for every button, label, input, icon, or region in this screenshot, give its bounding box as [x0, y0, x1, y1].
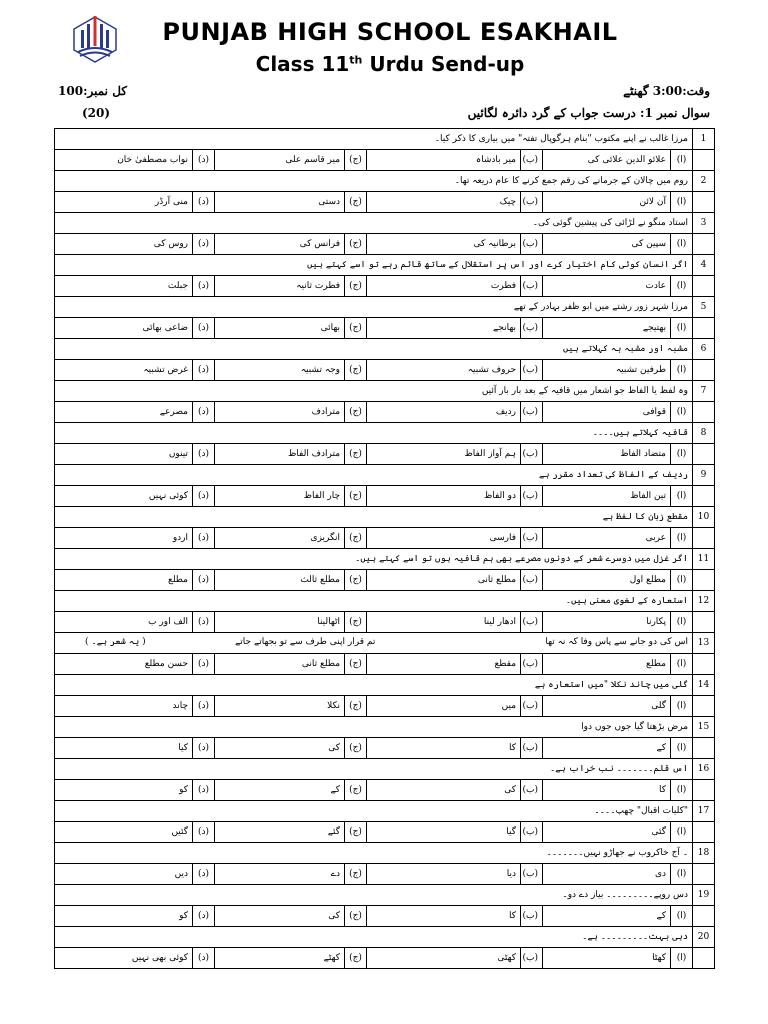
option-c[interactable]: دستی [215, 192, 345, 213]
question-text: اگر انسان کوئی کام اختیار کرے اور اس پر استقلال کے ساتھ قائم رہے تو اسے کہتے ہیں [55, 255, 693, 276]
option-c[interactable]: کھٹے [215, 948, 345, 969]
question-number: 6 [693, 339, 715, 360]
question-number: 2 [693, 171, 715, 192]
question-number: 18 [693, 843, 715, 864]
question-number: 15 [693, 717, 715, 738]
option-label-b: (ب) [521, 738, 543, 759]
row-spacer [693, 612, 715, 633]
option-label-c: (ج) [345, 948, 367, 969]
option-label-a: (ا) [671, 360, 693, 381]
option-label-d: (د) [193, 486, 215, 507]
option-c[interactable]: اٹھالینا [215, 612, 345, 633]
option-b[interactable]: فطرت [367, 276, 521, 297]
option-d[interactable]: کوئی نہیں [55, 486, 193, 507]
options-row [55, 444, 715, 465]
row-spacer [693, 444, 715, 465]
mcq-table [54, 128, 715, 969]
section-heading: سوال نمبر 1: درست جواب کے گرد دائرہ لگائیں [467, 106, 710, 120]
option-label-c: (ج) [345, 780, 367, 801]
option-b[interactable]: چیک [367, 192, 521, 213]
option-label-d: (د) [193, 780, 215, 801]
option-label-d: (د) [193, 318, 215, 339]
option-a[interactable]: علائو الدین علائی کی [543, 150, 671, 171]
class-title [140, 52, 640, 76]
option-label-a: (ا) [671, 402, 693, 423]
question-number: 11 [693, 549, 715, 570]
question-text: استعارہ کے لغوی معنی ہیں۔ [55, 591, 693, 612]
option-label-b: (ب) [521, 150, 543, 171]
question-row [55, 507, 715, 528]
options-row [55, 864, 715, 885]
option-label-d: (د) [193, 570, 215, 591]
question-row [55, 255, 715, 276]
row-spacer [693, 906, 715, 927]
row-spacer [693, 318, 715, 339]
option-label-d: (د) [193, 276, 215, 297]
question-number: 1 [693, 129, 715, 150]
row-spacer [693, 738, 715, 759]
option-label-c: (ج) [345, 654, 367, 675]
option-b[interactable]: کا [367, 906, 521, 927]
options-row [55, 948, 715, 969]
question-number: 16 [693, 759, 715, 780]
option-c[interactable]: مطلع ثالث [215, 570, 345, 591]
option-c[interactable]: وجہ تشبیہ [215, 360, 345, 381]
option-label-b: (ب) [521, 276, 543, 297]
option-label-b: (ب) [521, 486, 543, 507]
exam-time: وقت:3:00 گھنٹے [623, 84, 710, 98]
question-text: مرزا غالب نے اپنے مکتوب "بنام ہرگوپال تفتہ" میں بیاری کا ذکر کیا۔ [55, 129, 693, 150]
question-text: قافیہ کہلاتے ہیں۔۔۔۔ [55, 423, 693, 444]
question-text: مرض بڑھتا گیا جوں جوں دوا [55, 717, 693, 738]
option-b[interactable]: دو الفاظ [367, 486, 521, 507]
option-label-a: (ا) [671, 696, 693, 717]
question-row [55, 171, 715, 192]
option-c[interactable]: میر قاسم علی [215, 150, 345, 171]
option-label-b: (ب) [521, 234, 543, 255]
option-label-a: (ا) [671, 276, 693, 297]
options-row [55, 486, 715, 507]
question-number: 4 [693, 255, 715, 276]
question-row [55, 297, 715, 318]
option-b[interactable]: ردیف [367, 402, 521, 423]
option-a[interactable]: مطلع اول [543, 570, 671, 591]
row-spacer [693, 192, 715, 213]
option-label-d: (د) [193, 360, 215, 381]
row-spacer [693, 360, 715, 381]
option-label-c: (ج) [345, 360, 367, 381]
school-logo [70, 14, 120, 64]
option-c[interactable]: بھائی [215, 318, 345, 339]
option-label-d: (د) [193, 402, 215, 423]
option-d[interactable]: گئیں [55, 822, 193, 843]
option-label-d: (د) [193, 948, 215, 969]
option-a[interactable]: دی [543, 864, 671, 885]
school-name: PUNJAB HIGH SCHOOL ESAKHAIL [162, 18, 618, 46]
options-row [55, 654, 715, 675]
option-label-b: (ب) [521, 864, 543, 885]
option-label-c: (ج) [345, 570, 367, 591]
option-label-c: (ج) [345, 192, 367, 213]
option-label-c: (ج) [345, 402, 367, 423]
option-label-b: (ب) [521, 780, 543, 801]
option-label-a: (ا) [671, 948, 693, 969]
option-b[interactable]: ہم آواز الفاظ [367, 444, 521, 465]
option-a[interactable]: کے [543, 738, 671, 759]
option-d[interactable]: ضاعی بھائی [55, 318, 193, 339]
options-row [55, 360, 715, 381]
row-spacer [693, 234, 715, 255]
option-label-b: (ب) [521, 654, 543, 675]
question-text: اس قلم۔۔۔۔۔۔۔ نب خراب ہے۔ [55, 759, 693, 780]
question-row [55, 213, 715, 234]
option-b[interactable]: مطلع ثانی [367, 570, 521, 591]
options-row [55, 822, 715, 843]
option-d[interactable]: روس کی [55, 234, 193, 255]
option-a[interactable]: گئی [543, 822, 671, 843]
option-c[interactable]: کی [215, 738, 345, 759]
row-spacer [693, 654, 715, 675]
option-label-d: (د) [193, 906, 215, 927]
option-label-d: (د) [193, 696, 215, 717]
question-row [55, 339, 715, 360]
option-label-c: (ج) [345, 150, 367, 171]
option-label-b: (ب) [521, 822, 543, 843]
question-row [55, 885, 715, 906]
question-row [55, 633, 715, 654]
question-row [55, 759, 715, 780]
question-number: 13 [693, 633, 715, 654]
option-label-c: (ج) [345, 444, 367, 465]
question-row [55, 843, 715, 864]
class-title-prefix: Class 11 [255, 52, 350, 76]
question-text: دہی بہت۔۔۔۔۔۔۔۔۔ ہے۔ [55, 927, 693, 948]
question-row [55, 129, 715, 150]
row-spacer [693, 402, 715, 423]
option-a[interactable]: کھٹا [543, 948, 671, 969]
question-text: استاد منگو نے لڑائی کی پیشین گوئی کی۔ [55, 213, 693, 234]
option-a[interactable]: طرفین تشبیہ [543, 360, 671, 381]
option-b[interactable]: کا [367, 738, 521, 759]
option-label-d: (د) [193, 234, 215, 255]
option-label-c: (ج) [345, 486, 367, 507]
option-label-c: (ج) [345, 318, 367, 339]
option-label-c: (ج) [345, 528, 367, 549]
row-spacer [693, 528, 715, 549]
options-row [55, 570, 715, 591]
option-label-a: (ا) [671, 318, 693, 339]
question-row [55, 801, 715, 822]
option-label-a: (ا) [671, 192, 693, 213]
option-label-d: (د) [193, 192, 215, 213]
option-b[interactable]: فارسی [367, 528, 521, 549]
row-spacer [693, 150, 715, 171]
option-a[interactable]: کے [543, 906, 671, 927]
option-b[interactable]: میں [367, 696, 521, 717]
option-a[interactable]: عادت [543, 276, 671, 297]
options-row [55, 150, 715, 171]
option-d[interactable]: مصرعے [55, 402, 193, 423]
options-row [55, 696, 715, 717]
option-a[interactable]: متضاد الفاظ [543, 444, 671, 465]
row-spacer [693, 570, 715, 591]
option-c[interactable]: کی [215, 906, 345, 927]
option-a[interactable]: قوافی [543, 402, 671, 423]
option-label-a: (ا) [671, 486, 693, 507]
options-row [55, 528, 715, 549]
option-label-c: (ج) [345, 822, 367, 843]
option-label-c: (ج) [345, 696, 367, 717]
class-title-suffix: Urdu Send-up [362, 52, 525, 76]
option-c[interactable]: فطرت ثانیہ [215, 276, 345, 297]
option-a[interactable]: بھتیجے [543, 318, 671, 339]
option-label-b: (ب) [521, 192, 543, 213]
row-spacer [693, 276, 715, 297]
option-label-d: (د) [193, 654, 215, 675]
option-a[interactable]: عربی [543, 528, 671, 549]
option-label-b: (ب) [521, 948, 543, 969]
option-label-c: (ج) [345, 276, 367, 297]
option-label-b: (ب) [521, 696, 543, 717]
question-number: 9 [693, 465, 715, 486]
option-a[interactable]: آن لائن [543, 192, 671, 213]
option-c[interactable]: مترادف الفاظ [215, 444, 345, 465]
option-label-a: (ا) [671, 654, 693, 675]
question-row [55, 465, 715, 486]
row-spacer [693, 822, 715, 843]
option-label-a: (ا) [671, 822, 693, 843]
mcq-body [55, 129, 715, 969]
option-c[interactable]: فرانس کی [215, 234, 345, 255]
option-label-a: (ا) [671, 612, 693, 633]
options-row [55, 738, 715, 759]
question-text: مرزا شہر زور رشتے میں ابو ظفر بہادر کے تھے [55, 297, 693, 318]
option-b[interactable]: میر بادشاہ [367, 150, 521, 171]
option-d[interactable]: غرض تشبیہ [55, 360, 193, 381]
question-number: 7 [693, 381, 715, 402]
question-text: گلی میں چاند نکلا "میں استعارہ ہے [55, 675, 693, 696]
option-d[interactable]: حسن مطلع [55, 654, 193, 675]
question-text: ردیف کے الفاظ کی تعداد مقرر ہے [55, 465, 693, 486]
option-d[interactable]: کوئی بھی نہیں [55, 948, 193, 969]
class-title-sup: th [349, 53, 363, 67]
option-label-b: (ب) [521, 444, 543, 465]
question-text: اگر غزل میں دوسرے شعر کے دونوں مصرعے بھی ہم قافیہ ہوں تو اسے کہتے ہیں۔ [55, 549, 693, 570]
options-row [55, 192, 715, 213]
option-label-a: (ا) [671, 528, 693, 549]
question-row [55, 717, 715, 738]
option-c[interactable]: مترادف [215, 402, 345, 423]
option-a[interactable]: کا [543, 780, 671, 801]
option-label-c: (ج) [345, 612, 367, 633]
row-spacer [693, 864, 715, 885]
row-spacer [693, 780, 715, 801]
question-number: 5 [693, 297, 715, 318]
question-text-note: ( یہ شعر ہے۔ ) [85, 637, 146, 647]
option-label-d: (د) [193, 738, 215, 759]
question-text: وہ لفظ یا الفاظ جو اشعار میں قافیہ کے بعد بار بار آئیں [55, 381, 693, 402]
option-label-a: (ا) [671, 738, 693, 759]
question-row [55, 675, 715, 696]
option-a[interactable]: مطلع [543, 654, 671, 675]
option-d[interactable]: کیا [55, 738, 193, 759]
question-number: 10 [693, 507, 715, 528]
option-label-c: (ج) [345, 234, 367, 255]
option-c[interactable]: دے [215, 864, 345, 885]
option-label-a: (ا) [671, 780, 693, 801]
option-label-d: (د) [193, 864, 215, 885]
row-spacer [693, 696, 715, 717]
option-b[interactable]: برطانیہ کی [367, 234, 521, 255]
option-c[interactable]: نکلا [215, 696, 345, 717]
question-number: 20 [693, 927, 715, 948]
question-number: 14 [693, 675, 715, 696]
option-label-c: (ج) [345, 864, 367, 885]
option-label-b: (ب) [521, 906, 543, 927]
option-label-b: (ب) [521, 318, 543, 339]
option-label-a: (ا) [671, 444, 693, 465]
question-text [55, 633, 693, 654]
option-label-b: (ب) [521, 402, 543, 423]
question-text: مشبہ اور مشبہ بہ کہلاتے ہیں [55, 339, 693, 360]
question-row [55, 927, 715, 948]
question-row [55, 423, 715, 444]
question-row [55, 381, 715, 402]
row-spacer [693, 486, 715, 507]
option-label-d: (د) [193, 612, 215, 633]
question-text-line2: تم قرار اپنی طرف سے تو بجھاتے جاتے [235, 637, 376, 647]
option-label-a: (ا) [671, 906, 693, 927]
question-text-line1: اس کی دو جانے سے پاس وفا کہ نہ تھا [545, 637, 689, 647]
option-label-d: (د) [193, 444, 215, 465]
options-row [55, 402, 715, 423]
options-row [55, 780, 715, 801]
option-a[interactable]: سپین کی [543, 234, 671, 255]
question-row [55, 549, 715, 570]
option-d[interactable]: الف اور ب [55, 612, 193, 633]
option-label-b: (ب) [521, 528, 543, 549]
option-label-a: (ا) [671, 570, 693, 591]
section-marks: (20) [82, 106, 111, 120]
option-b[interactable]: مقطع [367, 654, 521, 675]
option-b[interactable]: دیا [367, 864, 521, 885]
option-d[interactable]: کو [55, 906, 193, 927]
option-b[interactable]: حروف تشبیہ [367, 360, 521, 381]
options-row [55, 612, 715, 633]
option-b[interactable]: کھٹی [367, 948, 521, 969]
option-label-d: (د) [193, 528, 215, 549]
option-d[interactable]: تینوں [55, 444, 193, 465]
question-text: مقطع زبان کا لفظ ہے [55, 507, 693, 528]
option-c[interactable]: انگریزی [215, 528, 345, 549]
option-b[interactable]: بھانجے [367, 318, 521, 339]
option-label-b: (ب) [521, 570, 543, 591]
option-d[interactable]: جبلت [55, 276, 193, 297]
option-d[interactable]: مطلع [55, 570, 193, 591]
options-row [55, 276, 715, 297]
option-c[interactable]: کے [215, 780, 345, 801]
question-text: ۔ آج خاکروب نے جھاڑو نہیں۔۔۔۔۔۔۔ [55, 843, 693, 864]
question-row [55, 591, 715, 612]
option-d[interactable]: منی آرڈر [55, 192, 193, 213]
option-b[interactable]: ادھار لینا [367, 612, 521, 633]
option-label-c: (ج) [345, 906, 367, 927]
option-label-d: (د) [193, 822, 215, 843]
option-a[interactable]: تین الفاظ [543, 486, 671, 507]
row-spacer [693, 948, 715, 969]
question-text: "کلیات اقبال" چھپ۔۔۔۔ [55, 801, 693, 822]
question-number: 12 [693, 591, 715, 612]
option-label-b: (ب) [521, 612, 543, 633]
total-marks: کل نمبر:100 [58, 84, 127, 98]
question-text: دس روپے۔۔۔۔۔۔۔۔۔ بیاز دے دو۔ [55, 885, 693, 906]
option-c[interactable]: مطلع ثانی [215, 654, 345, 675]
options-row [55, 318, 715, 339]
question-text: روم میں چالان کے جرمانے کی رقم جمع کرنے کا عام ذریعہ تھا۔ [55, 171, 693, 192]
option-a[interactable]: گلی [543, 696, 671, 717]
option-d[interactable]: اردو [55, 528, 193, 549]
question-number: 8 [693, 423, 715, 444]
option-d[interactable]: چاند [55, 696, 193, 717]
option-label-d: (د) [193, 150, 215, 171]
option-label-c: (ج) [345, 738, 367, 759]
option-label-b: (ب) [521, 360, 543, 381]
question-number: 17 [693, 801, 715, 822]
options-row [55, 906, 715, 927]
option-c[interactable]: گئے [215, 822, 345, 843]
question-number: 3 [693, 213, 715, 234]
option-d[interactable]: کو [55, 780, 193, 801]
option-b[interactable]: کی [367, 780, 521, 801]
option-label-a: (ا) [671, 234, 693, 255]
options-row [55, 234, 715, 255]
option-d[interactable]: نواب مصطفیٰ خان [55, 150, 193, 171]
option-b[interactable]: گیا [367, 822, 521, 843]
option-label-a: (ا) [671, 864, 693, 885]
option-d[interactable]: دیں [55, 864, 193, 885]
question-number: 19 [693, 885, 715, 906]
option-a[interactable]: پکارنا [543, 612, 671, 633]
option-label-a: (ا) [671, 150, 693, 171]
option-c[interactable]: چار الفاظ [215, 486, 345, 507]
